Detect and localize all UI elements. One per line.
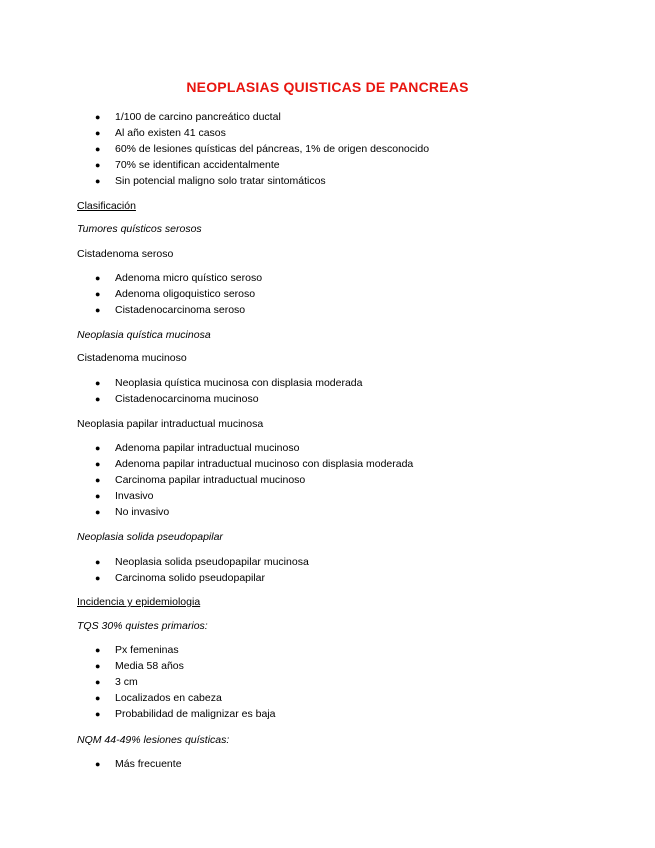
group-label-papilar: Neoplasia papilar intraductual mucinosa bbox=[77, 418, 264, 430]
bullet-icon: ● bbox=[95, 677, 101, 687]
subheading-tqs: TQS 30% quistes primarios: bbox=[77, 620, 208, 632]
bullet-icon: ● bbox=[95, 378, 101, 388]
bullet-icon: ● bbox=[95, 176, 101, 186]
bullet-icon: ● bbox=[95, 273, 101, 283]
list-item: Carcinoma papilar intraductual mucinoso bbox=[115, 474, 306, 486]
group-label-cistadenoma-seroso: Cistadenoma seroso bbox=[77, 248, 174, 260]
bullet-icon: ● bbox=[95, 305, 101, 315]
document-title: NEOPLASIAS QUISTICAS DE PANCREAS bbox=[186, 79, 469, 95]
bullet-icon: ● bbox=[95, 709, 101, 719]
list-item: Px femeninas bbox=[115, 644, 179, 656]
bullet-icon: ● bbox=[95, 661, 101, 671]
bullet-icon: ● bbox=[95, 144, 101, 154]
list-item: 1/100 de carcino pancreático ductal bbox=[115, 111, 281, 123]
list-item: 60% de lesiones quísticas del páncreas, 1% de origen desconocido bbox=[115, 143, 430, 155]
bullet-icon: ● bbox=[95, 459, 101, 469]
bullet-icon: ● bbox=[95, 160, 101, 170]
list-item: Cistadenocarcinoma mucinoso bbox=[115, 393, 259, 405]
list-item: Localizados en cabeza bbox=[115, 692, 222, 704]
list-item: Al año existen 41 casos bbox=[115, 127, 226, 139]
list-item: Adenoma oligoquistico seroso bbox=[115, 288, 256, 300]
bullet-icon: ● bbox=[95, 759, 101, 769]
bullet-icon: ● bbox=[95, 491, 101, 501]
subheading-solida: Neoplasia solida pseudopapilar bbox=[77, 531, 223, 543]
bullet-icon: ● bbox=[95, 394, 101, 404]
bullet-icon: ● bbox=[95, 475, 101, 485]
list-item: Adenoma micro quístico seroso bbox=[115, 272, 263, 284]
list-item: Adenoma papilar intraductual mucinoso con displasia moderada bbox=[115, 458, 414, 470]
list-item: 3 cm bbox=[115, 676, 138, 688]
bullet-icon: ● bbox=[95, 507, 101, 517]
subheading-serosos: Tumores quísticos serosos bbox=[77, 223, 202, 235]
bullet-icon: ● bbox=[95, 693, 101, 703]
bullet-icon: ● bbox=[95, 289, 101, 299]
subheading-nqm: NQM 44-49% lesiones quísticas: bbox=[77, 734, 230, 746]
list-item: Neoplasia solida pseudopapilar mucinosa bbox=[115, 556, 309, 568]
list-item: Invasivo bbox=[115, 490, 154, 502]
list-item: Más frecuente bbox=[115, 758, 182, 770]
list-item: No invasivo bbox=[115, 506, 170, 518]
list-item: Neoplasia quística mucinosa con displasia moderada bbox=[115, 377, 363, 389]
section-heading-clasificacion: Clasificación bbox=[77, 200, 136, 212]
group-label-cistadenoma-mucinoso: Cistadenoma mucinoso bbox=[77, 352, 187, 364]
bullet-icon: ● bbox=[95, 573, 101, 583]
list-item: Probabilidad de malignizar es baja bbox=[115, 708, 276, 720]
list-item: Media 58 años bbox=[115, 660, 184, 672]
list-item: Cistadenocarcinoma seroso bbox=[115, 304, 246, 316]
subheading-mucinosa: Neoplasia quística mucinosa bbox=[77, 329, 211, 341]
section-heading-incidencia: Incidencia y epidemiologia bbox=[77, 596, 201, 608]
bullet-icon: ● bbox=[95, 443, 101, 453]
list-item: Adenoma papilar intraductual mucinoso bbox=[115, 442, 300, 454]
list-item: 70% se identifican accidentalmente bbox=[115, 159, 280, 171]
bullet-icon: ● bbox=[95, 645, 101, 655]
bullet-icon: ● bbox=[95, 128, 101, 138]
bullet-icon: ● bbox=[95, 557, 101, 567]
list-item: Sin potencial maligno solo tratar sintomáticos bbox=[115, 175, 326, 187]
bullet-icon: ● bbox=[95, 112, 101, 122]
list-item: Carcinoma solido pseudopapilar bbox=[115, 572, 266, 584]
